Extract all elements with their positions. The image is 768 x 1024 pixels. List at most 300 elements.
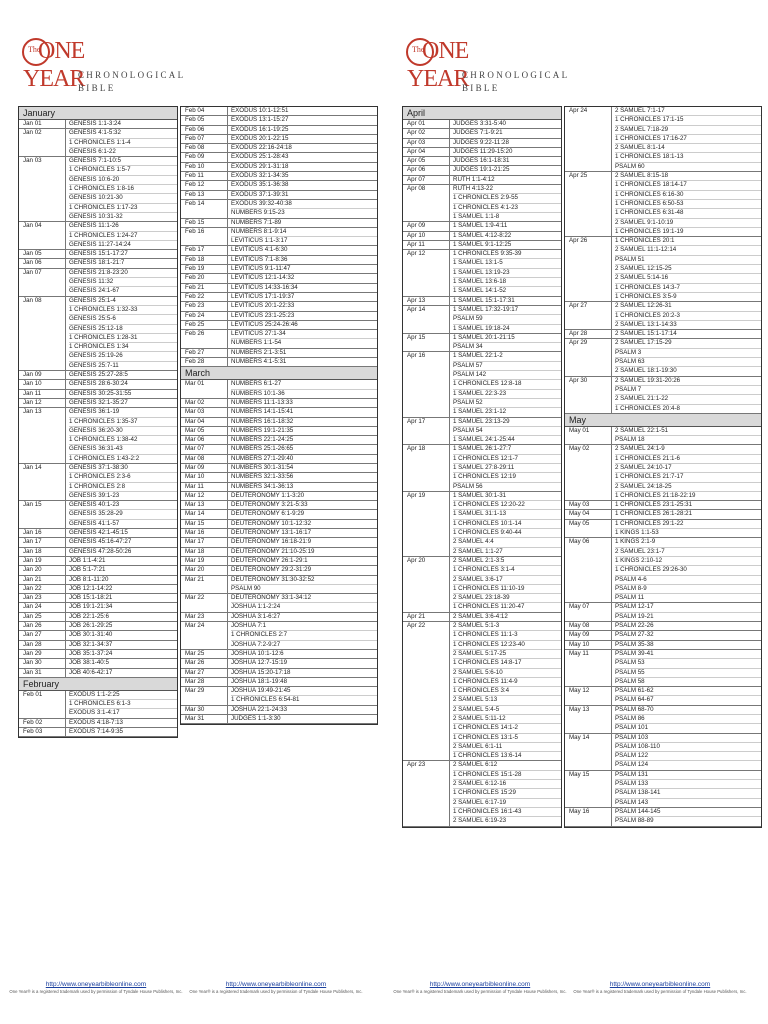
reading-line: PSALM 27-32 [615, 631, 654, 639]
reading-line: JOB 19:1-21:34 [69, 603, 113, 611]
reading-cell [66, 613, 177, 621]
reading-cell [228, 706, 377, 714]
reading-line: GENESIS 36:31-43 [69, 445, 177, 454]
date-cell: Mar 08 [181, 455, 228, 463]
date-cell: Apr 17 [403, 418, 450, 445]
reading-cell [450, 176, 561, 184]
reading-line: JOB 22:1-25:6 [69, 612, 109, 620]
reading-cell [612, 302, 761, 329]
reading-line: PSALM 122 [615, 752, 761, 761]
reading-line: PSALM 138-141 [615, 789, 761, 798]
reading-line: JOB 38:1-40:5 [69, 659, 109, 667]
date-cell: Mar 18 [181, 548, 228, 556]
date-cell: Mar 19 [181, 557, 228, 565]
reading-line: DEUTERONOMY 3:21-5:33 [231, 501, 308, 509]
reading-cell [66, 728, 177, 736]
date-cell: Apr 08 [403, 185, 450, 221]
footer-right-2 [564, 980, 756, 995]
date-cell: Feb 08 [181, 144, 228, 152]
reading-cell [450, 445, 561, 490]
reading-cell [450, 120, 561, 128]
reading-cell [66, 380, 177, 388]
schedule-row [403, 157, 561, 166]
reading-line: PSALM 54 [453, 427, 561, 436]
schedule-row [181, 181, 377, 190]
reading-line: 2 SAMUEL 18:1-19:30 [615, 367, 677, 375]
reading-line: PSALM 63 [615, 358, 761, 367]
date-cell: Mar 17 [181, 538, 228, 546]
schedule-row [181, 566, 377, 575]
reading-line: 1 SAMUEL 15:1-17:31 [453, 296, 515, 304]
reading-cell [228, 445, 377, 453]
reading-cell [228, 436, 377, 444]
reading-line: EXODUS 32:1-34:35 [231, 172, 289, 180]
reading-line: DEUTERONOMY 31:30-32:52 [231, 576, 377, 585]
date-cell: May 06 [565, 538, 612, 602]
date-cell: Mar 10 [181, 473, 228, 481]
reading-line: 2 SAMUEL 5:14-16 [615, 274, 761, 283]
reading-cell [228, 274, 377, 282]
reading-line: NUMBERS 11:1-13:33 [231, 398, 293, 406]
reading-cell [228, 219, 377, 227]
reading-line: 2 SAMUEL 23:1-7 [615, 548, 761, 557]
reading-line: PSALM 61-62 [615, 687, 761, 696]
reading-line: NUMBERS 25:1-26:65 [231, 445, 294, 453]
reading-line: GENESIS 25:7-11 [69, 361, 119, 369]
reading-line: LEVITICUS 23:1-25:23 [231, 311, 295, 319]
reading-line: 1 SAMUEL 14:1-52 [453, 287, 507, 295]
schedule-row [181, 284, 377, 293]
reading-line: 1 CHRONICLES 3:5-9 [615, 292, 677, 300]
date-cell: Mar 26 [181, 659, 228, 667]
reading-line: 1 SAMUEL 17:32-19:17 [453, 306, 561, 315]
month-header: May [565, 414, 761, 427]
date-cell: Jan 08 [19, 297, 66, 370]
reading-line: 1 SAMUEL 23:13-29 [453, 418, 561, 427]
reading-cell [228, 659, 377, 667]
reading-cell [450, 157, 561, 165]
date-cell: May 07 [565, 603, 612, 621]
schedule-row [565, 631, 761, 640]
schedule-row [181, 163, 377, 172]
schedule-row [19, 297, 177, 371]
reading-cell [228, 501, 377, 509]
date-cell: Jan 04 [19, 222, 66, 249]
reading-cell [66, 120, 177, 128]
schedule-row [181, 659, 377, 668]
reading-line: 1 CHRONICLES 1:34 [69, 343, 177, 352]
reading-line: DEUTERONOMY 16:18-21:9 [231, 538, 312, 546]
reading-line: JOB 1:1-4:21 [69, 556, 106, 564]
reading-line: DEUTERONOMY 33:1-34:12 [231, 594, 377, 603]
schedule-row [181, 126, 377, 135]
reading-line: 1 CHRONICLES 6:16-30 [615, 191, 761, 200]
footer-left [0, 980, 192, 995]
reading-cell [450, 297, 561, 305]
reading-line: 1 KINGS 2:10-12 [615, 557, 761, 566]
reading-cell [450, 613, 561, 621]
reading-cell [228, 321, 377, 329]
reading-line: NUMBERS 7:1-89 [231, 218, 282, 226]
reading-cell [228, 520, 377, 528]
date-cell: Jan 22 [19, 585, 66, 593]
reading-cell [450, 166, 561, 174]
reading-cell [66, 390, 177, 398]
reading-line: 1 CHRONICLES 14:8-17 [453, 659, 561, 668]
reading-line: 1 KINGS 2:1-9 [615, 538, 761, 547]
schedule-row [19, 120, 177, 129]
date-cell: May 16 [565, 808, 612, 826]
reading-cell [66, 585, 177, 593]
schedule-row [181, 408, 377, 417]
schedule-row [19, 380, 177, 389]
reading-cell [450, 250, 561, 295]
date-cell: Mar 16 [181, 529, 228, 537]
date-cell: Feb 26 [181, 330, 228, 348]
reading-cell [66, 557, 177, 565]
date-cell: Jan 06 [19, 259, 66, 267]
reading-line: RUTH 4:13-22 [453, 185, 561, 194]
reading-cell [612, 501, 761, 509]
reading-line: GENESIS 7:1-10:5 [69, 157, 177, 166]
logo-the: The [28, 45, 41, 54]
schedule-row [565, 330, 761, 339]
date-cell: Jan 28 [19, 641, 66, 649]
reading-line: GENESIS 30:25-31:55 [69, 389, 132, 397]
date-cell: Feb 15 [181, 219, 228, 227]
reading-line: 1 CHRONICLES 1:5-7 [69, 166, 177, 175]
reading-line: 2 SAMUEL 3:6-4:12 [453, 612, 508, 620]
reading-cell [612, 330, 761, 338]
reading-cell [228, 594, 377, 612]
schedule-row [19, 603, 177, 612]
reading-line: 1 CHRONICLES 18:14-17 [615, 181, 761, 190]
schedule-row [181, 622, 377, 650]
reading-line: 1 CHRONICLES 3:4 [453, 687, 561, 696]
reading-cell [612, 339, 761, 375]
reading-line: JOB 15:1-18:21 [69, 594, 113, 602]
reading-cell [612, 650, 761, 686]
reading-line: GENESIS 36:20-30 [69, 427, 177, 436]
reading-cell [612, 641, 761, 649]
reading-line: EXODUS 7:14-9:35 [69, 728, 123, 735]
schedule-row [19, 631, 177, 640]
reading-line: 1 CHRONICLES 14:3-7 [615, 284, 761, 293]
reading-line: 1 CHRONICLES 21:1-6 [615, 455, 761, 464]
reading-line: 1 CHRONICLES 12:23-40 [453, 641, 561, 650]
date-cell: Feb 25 [181, 321, 228, 329]
date-cell: Jan 25 [19, 613, 66, 621]
reading-cell [228, 566, 377, 574]
schedule-row [19, 650, 177, 659]
reading-cell [450, 306, 561, 333]
schedule-row [403, 557, 561, 613]
reading-line: PSALM 51 [615, 256, 761, 265]
schedule-row [181, 219, 377, 228]
reading-cell [228, 529, 377, 537]
date-cell: Feb 13 [181, 191, 228, 199]
schedule-row [19, 728, 177, 737]
reading-line: 1 CHRONICLES 15:1-28 [453, 771, 561, 780]
schedule-row [403, 250, 561, 296]
reading-line: 1 SAMUEL 1:1-8 [453, 212, 500, 220]
schedule-row [181, 172, 377, 181]
reading-cell [612, 771, 761, 807]
date-cell: Apr 10 [403, 232, 450, 240]
date-cell: Feb 14 [181, 200, 228, 218]
schedule-row [19, 566, 177, 575]
date-cell: Jan 16 [19, 529, 66, 537]
reading-line: 1 SAMUEL 13:19-23 [453, 269, 561, 278]
reading-line: GENESIS 35:28-29 [69, 510, 177, 519]
reading-line: 1 SAMUEL 22:3-23 [453, 390, 561, 399]
reading-line: DEUTERONOMY 13:1-16:17 [231, 529, 312, 537]
schedule-row [565, 771, 761, 808]
reading-line: 1 CHRONICLES 1:17-23 [69, 204, 177, 213]
logo-bible: BIBLE [78, 83, 116, 93]
reading-cell [450, 557, 561, 612]
date-cell: Jan 07 [19, 269, 66, 296]
reading-line: GENESIS 10:6-20 [69, 176, 177, 185]
date-cell: Apr 02 [403, 129, 450, 137]
schedule-row [181, 191, 377, 200]
schedule-row [19, 719, 177, 728]
reading-line: NUMBERS 32:1-33:56 [231, 473, 294, 481]
date-cell: Jan 03 [19, 157, 66, 221]
schedule-row [181, 715, 377, 724]
schedule-row [181, 153, 377, 162]
reading-line: GENESIS 1:1-3:24 [69, 120, 121, 127]
reading-line: 1 CHRONICLES 6:31-48 [615, 209, 761, 218]
reading-line: NUMBERS 6:1-27 [231, 380, 377, 389]
reading-line: 1 SAMUEL 1:9-4:11 [453, 222, 508, 230]
reading-line: NUMBERS 1:1-54 [231, 339, 282, 347]
schedule-row [181, 706, 377, 715]
date-cell: Apr 14 [403, 306, 450, 333]
footer-url[interactable]: http://www.oneyearbibleonline.com [45, 981, 147, 988]
reading-cell [228, 622, 377, 649]
reading-cell [612, 510, 761, 518]
reading-line: GENESIS 39:1-23 [69, 491, 120, 499]
schedule-row [403, 613, 561, 622]
date-cell: Mar 12 [181, 492, 228, 500]
date-cell: Feb 23 [181, 302, 228, 310]
reading-line: 1 CHRONICLES 17:1-15 [615, 116, 761, 125]
reading-cell [66, 594, 177, 602]
reading-line: PSALM 103 [615, 734, 761, 743]
reading-line: PSALM 12-17 [615, 603, 761, 612]
footer-url[interactable]: http://www.oneyearbibleonline.com [429, 981, 531, 988]
reading-line: 2 SAMUEL 6:12 [453, 761, 561, 770]
schedule-row [181, 228, 377, 247]
date-cell: Jan 13 [19, 408, 66, 463]
schedule-row [181, 473, 377, 482]
reading-line: GENESIS 28:6-30:24 [69, 380, 128, 388]
schedule-row [181, 464, 377, 473]
reading-line: PSALM 124 [615, 761, 649, 769]
date-cell: Apr 11 [403, 241, 450, 249]
schedule-row [565, 538, 761, 603]
schedule-row [19, 501, 177, 529]
date-cell: Jan 17 [19, 538, 66, 546]
date-cell: Mar 24 [181, 622, 228, 649]
reading-cell [228, 107, 377, 115]
date-cell: Apr 05 [403, 157, 450, 165]
reading-cell [450, 418, 561, 445]
reading-line: LEVITICUS 25:24-26:46 [231, 320, 298, 328]
reading-cell [228, 116, 377, 124]
month-header: February [19, 678, 177, 691]
footer-trademark: One Year® is a registered trademark used by permission of Tyndale House Publishers, Inc. [573, 989, 747, 994]
reading-line: NUMBERS 4:1-5:31 [231, 358, 287, 366]
reading-line: LEVITICUS 17:1-19:37 [231, 292, 295, 300]
reading-line: PSALM 18 [615, 436, 645, 444]
reading-line: GENESIS 25:5-6 [69, 315, 177, 324]
reading-cell [450, 334, 561, 352]
schedule-row [181, 116, 377, 125]
reading-cell [612, 603, 761, 621]
footer-url[interactable]: http://www.oneyearbibleonline.com [225, 981, 327, 988]
date-cell: Jan 30 [19, 659, 66, 667]
schedule-row [565, 706, 761, 734]
reading-cell [450, 148, 561, 156]
reading-line: GENESIS 21:8-23:20 [69, 269, 177, 278]
reading-cell [228, 715, 377, 723]
reading-line: GENESIS 32:1-35:27 [69, 398, 128, 406]
date-cell: Jan 10 [19, 380, 66, 388]
date-cell: Apr 04 [403, 148, 450, 156]
schedule-row [19, 576, 177, 585]
date-cell: Jan 02 [19, 129, 66, 156]
reading-line: 2 SAMUEL 24:10-17 [615, 464, 761, 473]
date-cell: Apr 16 [403, 352, 450, 416]
schedule-row [565, 501, 761, 510]
date-cell: Mar 29 [181, 687, 228, 705]
logo-year: YEAR [23, 66, 85, 92]
reading-line: 2 SAMUEL 7:1-17 [615, 107, 761, 116]
reading-cell [612, 445, 761, 500]
schedule-row [403, 334, 561, 353]
reading-cell [228, 418, 377, 426]
reading-line: 2 SAMUEL 5:17-25 [453, 650, 561, 659]
reading-line: 2 SAMUEL 17:15-29 [615, 339, 761, 348]
date-cell: Apr 28 [565, 330, 612, 338]
reading-line: 2 SAMUEL 5:13 [453, 696, 561, 705]
reading-line: LEVITICUS 12:1-14:32 [231, 274, 295, 282]
reading-line: JOB 5:1-7:21 [69, 566, 106, 574]
date-cell: Mar 28 [181, 678, 228, 686]
footer-url[interactable]: http://www.oneyearbibleonline.com [609, 981, 711, 988]
reading-line: 2 SAMUEL 23:18-39 [453, 594, 561, 603]
reading-line: GENESIS 10:21-30 [69, 194, 177, 203]
schedule-row [403, 148, 561, 157]
schedule-row [181, 302, 377, 311]
reading-line: 1 CHRONICLES 2:9-55 [453, 194, 561, 203]
date-cell: Mar 30 [181, 706, 228, 714]
schedule-row [403, 492, 561, 557]
reading-cell [228, 510, 377, 518]
date-cell: Apr 22 [403, 622, 450, 760]
reading-line: JOSHUA 19:49-21:45 [231, 687, 377, 696]
schedule-row [19, 557, 177, 566]
date-cell: Mar 05 [181, 427, 228, 435]
reading-line: 1 SAMUEL 27:8-29:11 [453, 464, 561, 473]
reading-line: GENESIS 11:1-26 [69, 222, 177, 231]
reading-cell [612, 107, 761, 171]
reading-line: DEUTERONOMY 29:2-31:29 [231, 566, 312, 574]
reading-line: EXODUS 10:1-12:51 [231, 107, 289, 114]
reading-line: EXODUS 4:18-7:13 [69, 718, 123, 726]
reading-line: 1 CHRONICLES 10:1-14 [453, 520, 561, 529]
reading-line: PSALM 57 [453, 362, 561, 371]
reading-line: 2 SAMUEL 3:6-17 [453, 576, 561, 585]
schedule-row [181, 265, 377, 274]
schedule-row [403, 418, 561, 446]
reading-line: GENESIS 36:1-19 [69, 408, 177, 417]
reading-line: GENESIS 45:16-47:27 [69, 538, 132, 546]
date-cell: Feb 24 [181, 312, 228, 320]
date-cell: Feb 05 [181, 116, 228, 124]
schedule-row [19, 390, 177, 399]
schedule-row [181, 107, 377, 116]
date-cell: May 03 [565, 501, 612, 509]
month-header: April [403, 107, 561, 120]
reading-cell [228, 358, 377, 366]
reading-cell [228, 687, 377, 705]
reading-cell [228, 557, 377, 565]
date-cell: Feb 21 [181, 284, 228, 292]
reading-line: 2 SAMUEL 22:1-51 [615, 427, 761, 436]
date-cell: Feb 03 [19, 728, 66, 736]
reading-line: 1 CHRONICLES 12:19 [453, 473, 561, 482]
reading-line: PSALM 144-145 [615, 808, 761, 817]
reading-line: PSALM 58 [615, 677, 645, 685]
reading-cell [228, 473, 377, 481]
schedule-row [19, 659, 177, 668]
reading-line: JOSHUA 7:2-9:27 [231, 640, 281, 648]
schedule-row [19, 259, 177, 268]
reading-cell [228, 408, 377, 416]
reading-line: PSALM 133 [615, 780, 761, 789]
reading-cell [228, 200, 377, 218]
reading-line: 2 SAMUEL 9:1-10:19 [615, 219, 761, 228]
reading-cell [228, 650, 377, 658]
reading-line: EXODUS 29:1-31:18 [231, 162, 289, 170]
date-cell: Feb 28 [181, 358, 228, 366]
reading-cell [66, 603, 177, 611]
reading-line: 1 SAMUEL 13:1-5 [453, 259, 561, 268]
reading-line: LEVITICUS 27:1-34 [231, 330, 377, 339]
reading-line: 1 CHRONICLES 2:7 [231, 631, 377, 640]
reading-line: LEVITICUS 4:1-6:30 [231, 246, 288, 254]
reading-line: PSALM 108-110 [615, 743, 761, 752]
reading-line: EXODUS 35:1-36:38 [231, 181, 289, 189]
reading-line: 1 CHRONICLES 19:1-19 [615, 227, 684, 235]
reading-cell [66, 566, 177, 574]
date-cell: Feb 01 [19, 691, 66, 718]
reading-cell [612, 427, 761, 445]
schedule-row [181, 144, 377, 153]
reading-line: 2 SAMUEL 5:1-3 [453, 622, 561, 631]
date-cell: Apr 15 [403, 334, 450, 352]
date-cell: Feb 11 [181, 172, 228, 180]
reading-line: 1 CHRONICLES 1:35-37 [69, 418, 177, 427]
reading-line: 2 SAMUEL 4:4 [453, 538, 561, 547]
reading-line: JOSHUA 15:20-17:18 [231, 668, 291, 676]
date-cell: May 12 [565, 687, 612, 705]
schedule-row [565, 427, 761, 446]
reading-line: PSALM 19-21 [615, 612, 654, 620]
